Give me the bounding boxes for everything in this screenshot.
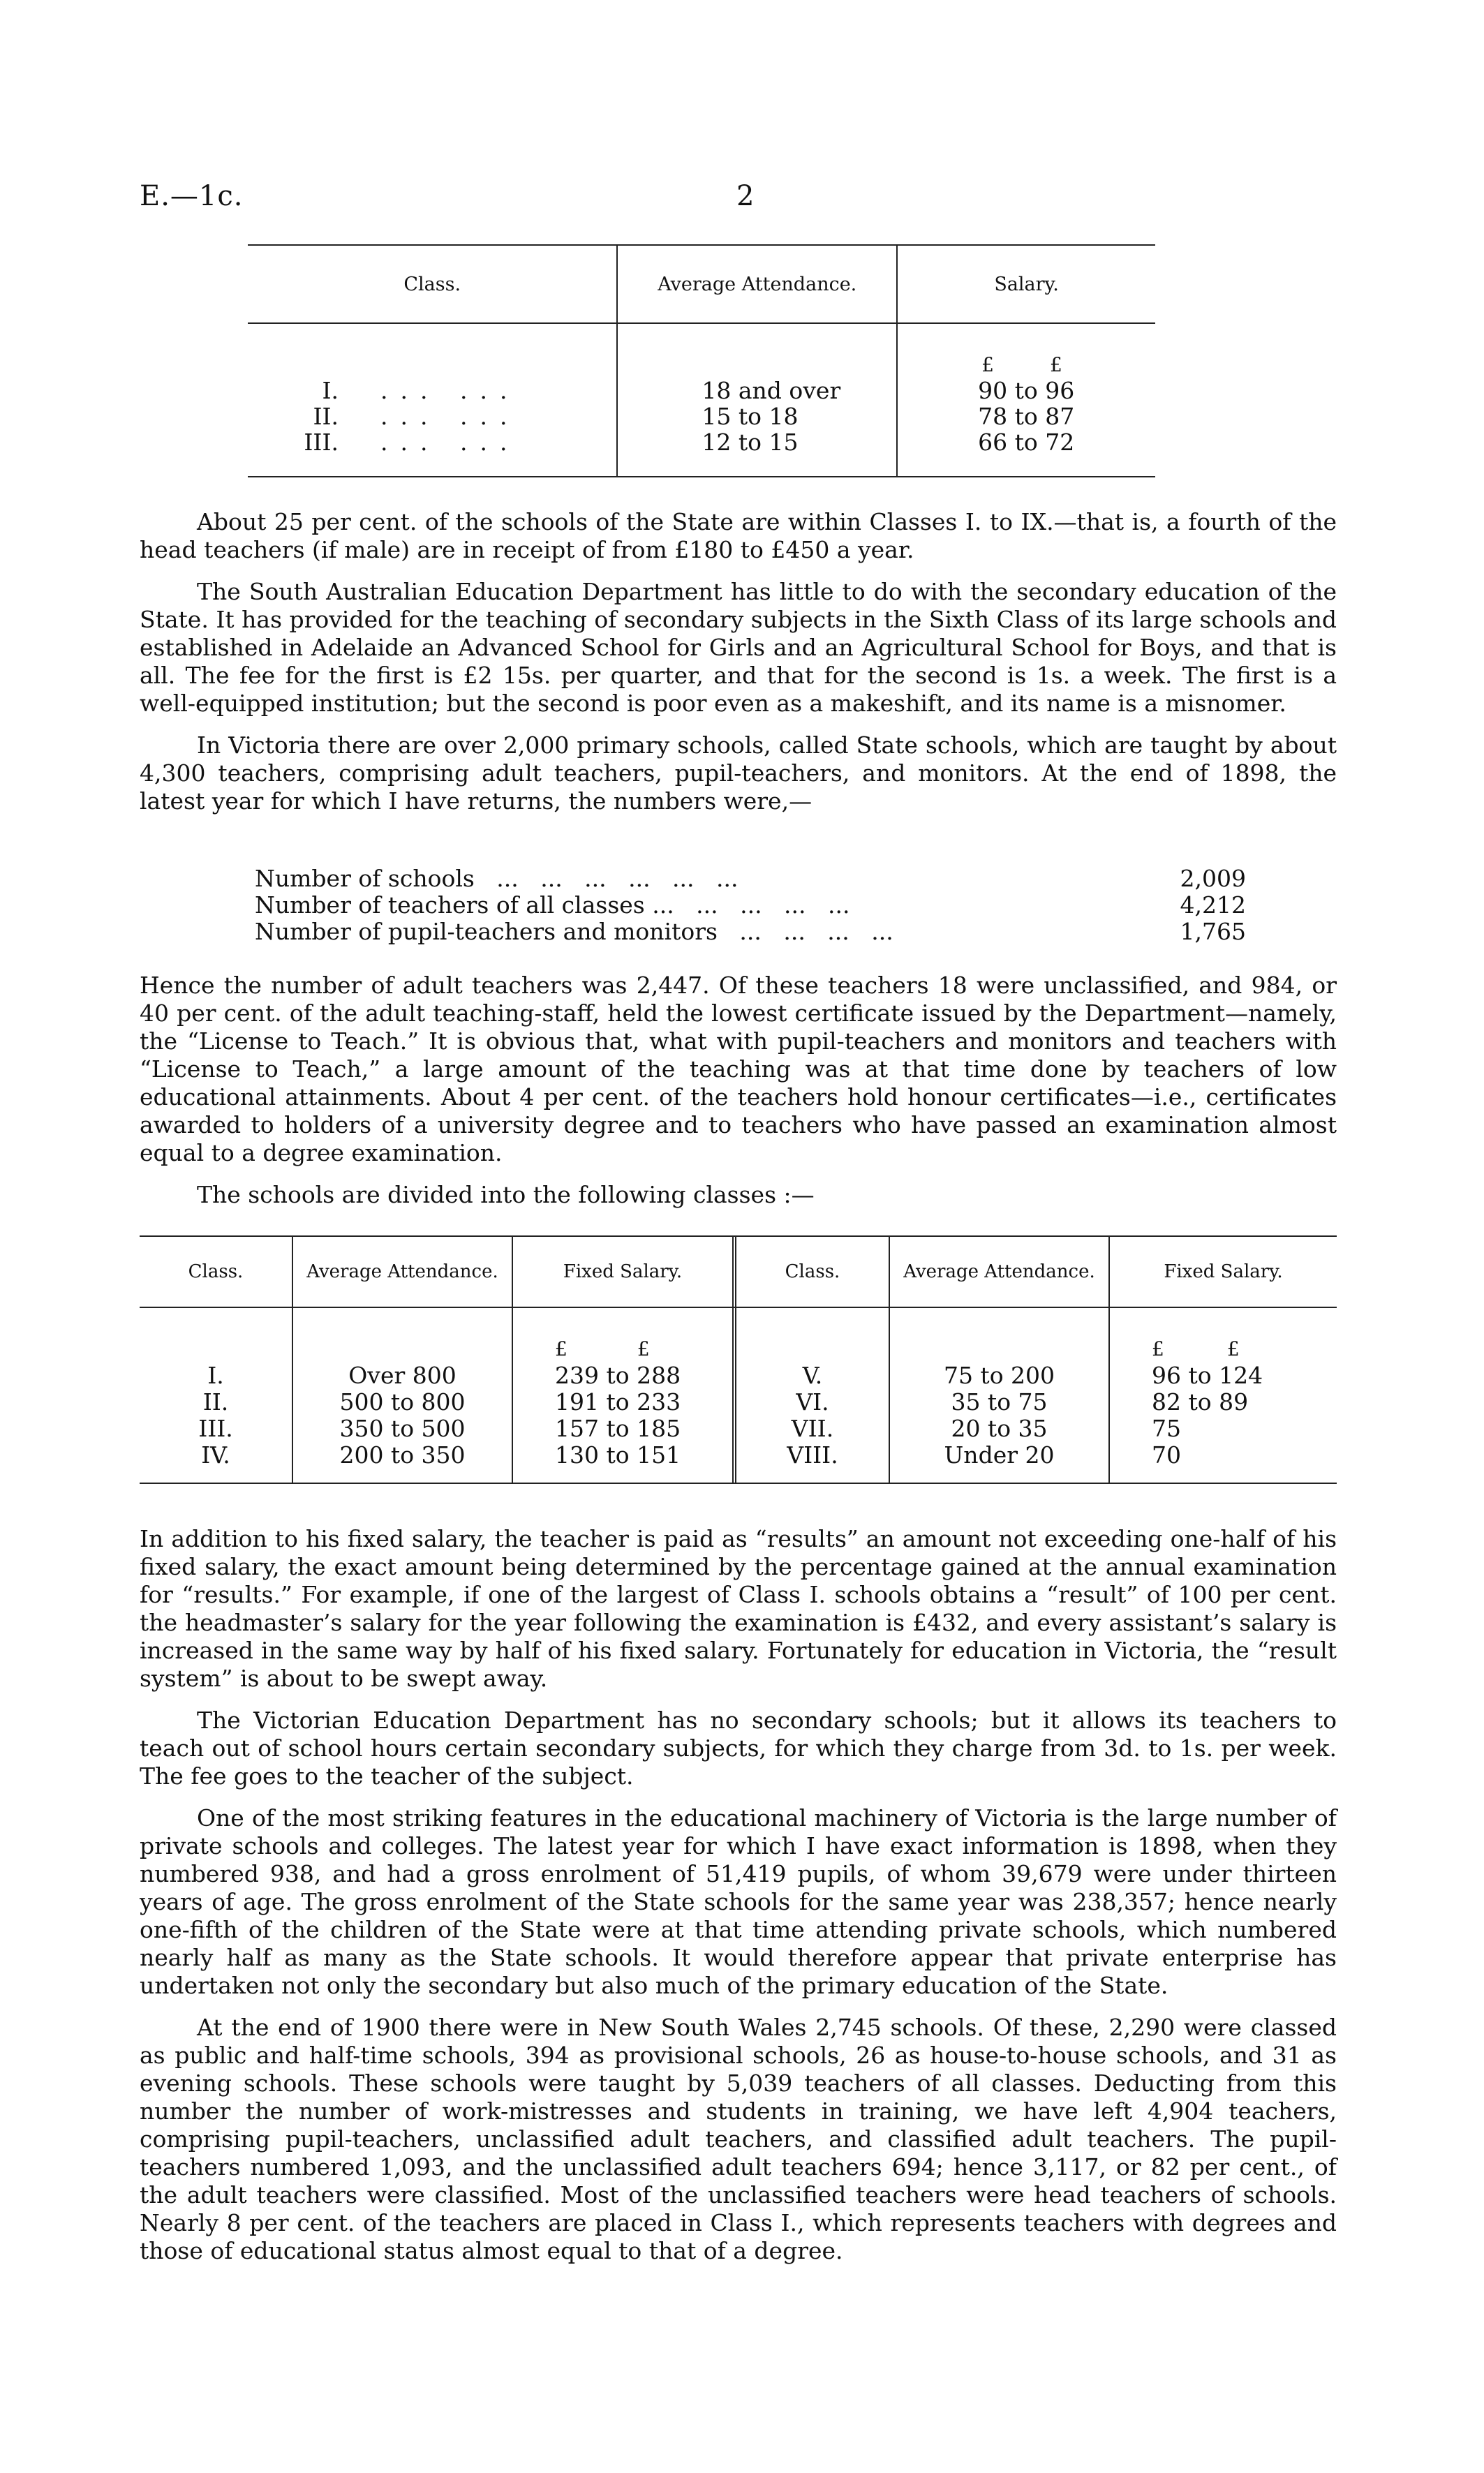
table-row: I. ... ... bbox=[322, 377, 520, 404]
paragraph: In Victoria there are over 2,000 primary schools, called State schools, which are taught by about 4,300 teachers, comprising adult teachers, pupil-teachers, and monitors. At the end of 1898, the latest year for which I have returns, the numbers were,— bbox=[140, 731, 1337, 815]
salary-column-left: £ £ 239 to 288 191 to 233 157 to 185 130 to 151 bbox=[513, 1308, 736, 1483]
table-header-class: Class. bbox=[140, 1237, 293, 1307]
attendance-column-right: 75 to 200 35 to 75 20 to 35 Under 20 bbox=[890, 1308, 1110, 1483]
table-header-class: Class. bbox=[736, 1237, 890, 1307]
table-header-attendance: Average Attendance. bbox=[890, 1237, 1110, 1307]
table-header-attendance: Average Attendance. bbox=[293, 1237, 513, 1307]
paragraph: At the end of 1900 there were in New South Wales 2,745 schools. Of these, 2,290 were classed as public and half-time schools, 394 as provisional schools, 26 as house-to-house schools, and 31 as evening schools. These schools were taught by 5,039 teachers of all classes. Deducting from this number the number of work-mistresses and students in training, we have left 4,904 teachers, comprising pupil-teachers, unclassified adult teachers, and classified adult teachers. The pupil-teachers numbered 1,093, and the unclassified adult teachers 694; hence 3,117, or 82 per cent., of the adult teachers were classified. Most of the unclassified teachers were head teachers of schools. Nearly 8 per cent. of the teachers are placed in Class I., which represents teachers with degrees and those of educational status almost equal to that of a degree. bbox=[140, 2014, 1337, 2264]
list-item: Number of teachers of all classes ... ... ... ... ... 4,212 bbox=[255, 891, 1246, 919]
page-number: 2 bbox=[736, 180, 755, 212]
prose-section-c bbox=[140, 1525, 1337, 2279]
table-row: II. ... ... bbox=[313, 403, 520, 430]
table-header-attendance: Average Attendance. bbox=[618, 246, 898, 322]
paragraph: The South Australian Education Department has little to do with the secondary education of the State. It has provided for the teaching of secondary subjects in the Sixth Class of its large schools and established in Adelaide an Advanced School for Girls and an Agricultural School for Boys, and that is all. The fee for the first is £2 15s. per quarter, and that for the second is 1s. a week. The first is a well-equipped institution; but the second is poor even as a makeshift, and its name is a misnomer. bbox=[140, 578, 1337, 717]
paragraph: One of the most striking features in the educational machinery of Victoria is the large number of private schools and colleges. The latest year for which I have exact information is 1898, when they numbered 938, and had a gross enrolment of 51,419 pupils, of whom 39,679 were under thirteen years of age. The gross enrolment of the State schools for the same year was 238,357; hence nearly one-fifth of the children of the State were at that time attending private schools, which numbered nearly half as many as the State schools. It would therefore appear that private enterprise has undertaken not only the secondary but also much of the primary education of the State. bbox=[140, 1804, 1337, 1999]
class-column bbox=[248, 324, 618, 476]
salary-column: £ £ 90 to 96 78 to 87 66 to 72 bbox=[978, 353, 1075, 456]
attendance-column-left: Over 800 500 to 800 350 to 500 200 to 350 bbox=[293, 1308, 513, 1483]
table-header-fixed-salary: Fixed Salary. bbox=[1164, 1261, 1283, 1282]
paragraph: In addition to his fixed salary, the teacher is paid as “results” an amount not exceeding one-half of his fixed salary, the exact amount being determined by the percentage gained at the annual examination for “results.” For example, if one of the largest of Class I. schools obtains a “result” of 100 per cent. the headmaster’s salary for the year following the examination is £432, and every assistant’s salary is increased in the same way by half of his fixed salary. Fortunately for education in Victoria, the “result system” is about to be swept away. bbox=[140, 1525, 1337, 1692]
prose-section-a bbox=[140, 508, 1337, 829]
salary-column-right: £ £ 96 to 124 82 to 89 75 70 bbox=[1152, 1337, 1263, 1469]
victoria-class-table bbox=[140, 1235, 1337, 1484]
document-code: E.—1c. bbox=[140, 180, 244, 212]
paragraph: About 25 per cent. of the schools of the State are within Classes I. to IX.—that is, a fourth of the head teachers (if male) are in receipt of from £180 to £450 a year. bbox=[140, 508, 1337, 563]
list-item: Number of schools ... ... ... ... ... ... 2,009 bbox=[255, 865, 1246, 892]
table-header-fixed-salary: Fixed Salary. bbox=[513, 1237, 736, 1307]
table-row: III. ... ... bbox=[304, 429, 520, 456]
attendance-column: 18 and over 15 to 18 12 to 15 bbox=[618, 324, 898, 476]
south-australia-class-table bbox=[248, 244, 1155, 477]
paragraph: The Victorian Education Department has no secondary schools; but it allows its teachers to teach out of school hours certain secondary subjects, for which they charge from 3d. to 1s. per week. The fee goes to the teacher of the subject. bbox=[140, 1707, 1337, 1790]
table-header-salary: Salary. bbox=[994, 273, 1059, 295]
victoria-figures-list bbox=[255, 866, 1246, 945]
table-header-class: Class. bbox=[248, 246, 618, 322]
class-column-right: V. VI. VII. VIII. bbox=[736, 1308, 890, 1483]
list-item: Number of pupil-teachers and monitors ... ... ... ... 1,765 bbox=[255, 918, 1246, 945]
paragraph: The schools are divided into the following classes :— bbox=[197, 1181, 815, 1208]
class-column-left: I. II. III. IV. bbox=[140, 1308, 293, 1483]
paragraph: Hence the number of adult teachers was 2,447. Of these teachers 18 were unclassified, and 984, or 40 per cent. of the adult teaching-staff, held the lowest certificate issued by the Department—namely, the “License to Teach.” It is obvious that, what with pupil-teachers and monitors and teachers with “License to Teach,” a large amount of the teaching was at that time done by teachers of low educational attainments. About 4 per cent. of the teachers hold honour certificates—i.e., certificates awarded to holders of a university degree and to teachers who have passed an examination almost equal to a degree examination. bbox=[140, 972, 1337, 1166]
prose-section-b bbox=[140, 972, 1337, 1223]
